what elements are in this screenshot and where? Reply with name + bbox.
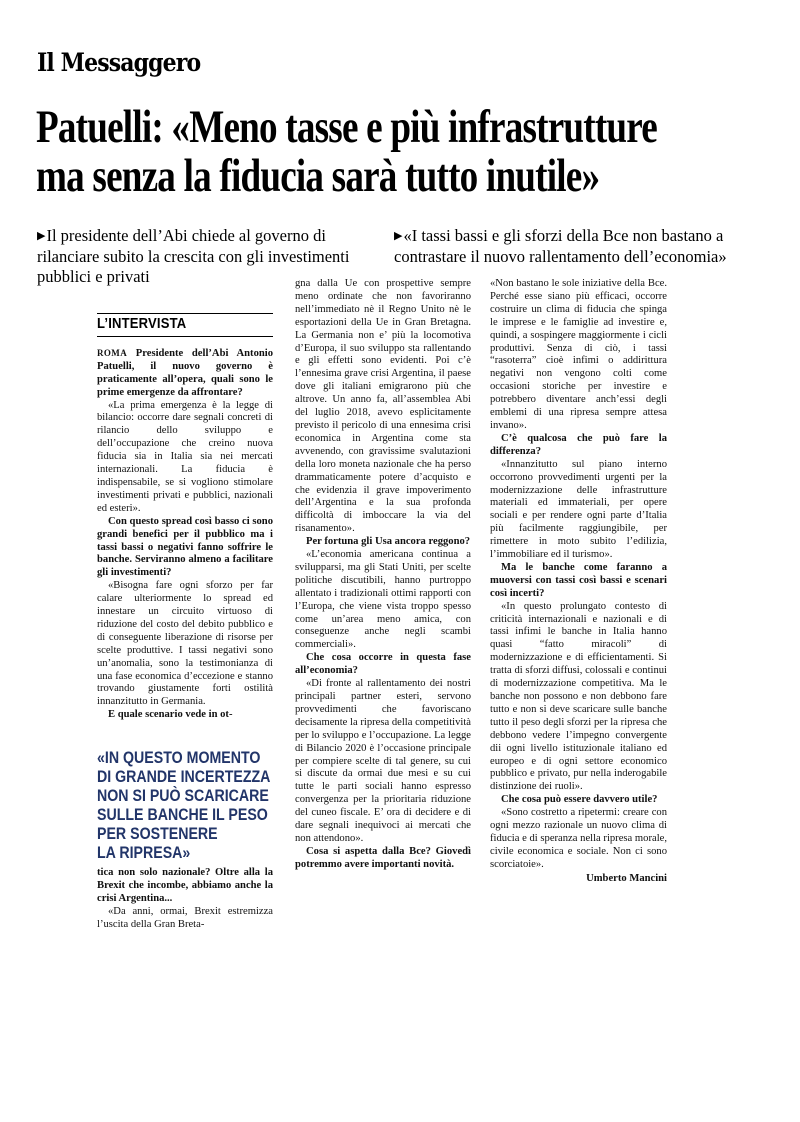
standfirst-left-text: Il presidente dell’Abi chiede al governo di rilanciare subito la crescita con gli investimenti pubblici e privati [37,226,350,286]
masthead-logo: Il Messaggero [37,48,201,77]
dateline: ROMA [97,347,128,358]
pull-quote-line: NON SI PUÒ SCARICARE [97,787,269,806]
standfirst-right-text: «I tassi bassi e gli sforzi della Bce non bastano a contrastare il nuovo rallentamento dell’economia» [394,226,727,266]
headline-line-2: ma senza la fiducia sarà tutto inutile» [36,150,600,202]
pull-quote-line: SULLE BANCHE IL PESO [97,806,268,825]
answer-paragraph: gna dalla Ue con prospettive sempre meno ordinate che non favoriranno nell’immediato nè il Regno Unito nè le esportazioni della Ue in Gran Bretagna. La Germania non e’ più la locomotiva d’Europa, il suo sviluppo sta rallentando e gli effetti sono evidenti. Poi c’è l’ennesima grave crisi Argentina, il paese dove gli italiani emigrarono più che altrove. Un anno fa, all’assemblea Abi del luglio 2018, avevo esplicitamente previsto il pericolo di una ennesima crisi economica in Argentina come sta avvenendo, con gravissime svalutazioni della loro moneta nazionale che ha perso drammaticamente potere d’acquisto e che evidenzia il grave impoverimento dell’Argentina e la sua profonda difficoltà di imboccare la via del risanamento». [295,278,471,535]
answer-paragraph: «Di fronte al rallentamento dei nostri principali partner esteri, servono provvedimenti che favoriscano decisamente la ripresa della competitività per lo sviluppo e l’occupazione. La legge di Bilancio 2020 è l’occasione principale per compiere scelte di tal genere, su cui si discute da ormai due mesi e su cui tutte le parti sociali hanno espresso convergenza per la prioritaria riduzione del cuneo fiscale. E’ ora di decidere e di dare segnali inequivoci ai mercati che non attendono». [295,678,471,844]
byline: Umberto Mancini [586,872,667,884]
article-column-3 [490,278,667,886]
section-label: L’INTERVISTA [97,316,187,332]
interview-question: Ma le banche come faranno a muoversi con tassi così bassi e scenari così incerti? [490,561,667,599]
headline-line-1: Patuelli: «Meno tasse e più infrastrutture [36,101,657,153]
answer-paragraph: «L’economia americana continua a svilupparsi, ma gli Stati Uniti, per scelte politiche discutibili, hanno purtroppo allentato i tradizionali ottimi rapporti con l’Europa, che viene vista troppo spesso come un’area meno amica, con conseguenze anche negli scambi commerciali». [295,549,471,651]
pull-quote-line: LA RIPRESA» [97,844,191,863]
answer-paragraph: «In questo prolungato contesto di criticità internazionali e nazionali e di tassi infimi le banche in Italia hanno quasi “fatto miracoli” di modernizzazione e di efficientamenti. Si tratta di sforzi diffusi, colossali e continui di modernizzazione competitiva. Ma le banche non possono e non debbono fare tutto e non si deve scaricare sulle banche tutto il peso degli sforzi per la ripresa che debbono vedere l’impegno convergente dii ogni livello istituzionale italiano ed europeo e di ogni settore economico pubblico e privato, pur nella inderogabile distinzione dei ruoli». [490,600,667,793]
answer-paragraph: «Da anni, ormai, Brexit estremizza l’uscita della Gran Breta- [97,905,273,930]
article-column-2 [295,278,471,872]
answer-paragraph: «Non bastano le sole iniziative della Bce. Perché esse siano più efficaci, occorre costruire un clima di fiducia che spinga le imprese e le famiglie ad investire e, quindi, a sospingere maggiormente i cicli produttivi. Senza di ciò, i tassi “rasoterra” cioè infimi o addirittura negativi non vengono colti come occasioni storiche per investire e potrebbero diventare anch’essi degli emblemi di una ripresa sempre attesa invano». [490,278,667,431]
article-headline [36,103,800,201]
lead-question-text: Presidente dell’Abi Antonio Patuelli, il nuovo governo è praticamente all’opera, quali sono le prime emergenze da affrontare? [97,347,273,398]
answer-paragraph: «Innanzitutto sul piano interno occorrono provvedimenti urgenti per la modernizzazione delle infrastrutture materiali ed immateriali, per opere sociali e per rendere ogni parte d’Italia più facilmente raggiungibile, per rimettere in moto subito l’edilizia, l’immobiliare ed il turismo». [490,458,667,561]
triangle-bullet-icon: ▶ [37,230,46,242]
pull-quote-line: «IN QUESTO MOMENTO [97,749,261,768]
interview-question: Cosa si aspetta dalla Bce? Giovedì potremmo avere importanti novità. [295,845,471,870]
lead-question [97,347,273,400]
answer-paragraph: «La prima emergenza è la legge di bilancio: occorre dare segnali concreti di rilancio dello sviluppo e dell’occupazione che creino nuova fiducia sia in Italia sia nei mercati internazionali. La fiducia è indispensabile, se si vogliono stimolare investimenti privati e pubblici, nazionali ed esteri». [97,399,273,514]
interview-question: C’è qualcosa che può fare la differenza? [490,432,667,457]
pull-quote-line: DI GRANDE INCERTEZZA [97,768,271,787]
section-label-box [97,313,273,337]
interview-question: Per fortuna gli Usa ancora reggono? [306,536,471,548]
answer-paragraph: «Sono costretto a ripetermi: creare con ogni mezzo razionale un nuovo clima di fiducia e di speranza nella ripresa morale, civile economica e sociale. Non ci sono scorciatoie». [490,807,667,870]
interview-question: Con questo spread così basso ci sono grandi benefici per il pubblico ma i tassi bassi o negativi fanno soffrire le banche. Serviranno almeno a facilitare gli investimenti? [97,515,273,579]
article-column-1 [97,313,273,932]
pull-quote-line: PER SOSTENERE [97,825,218,844]
interview-question: E quale scenario vede in ot- [108,709,233,721]
triangle-bullet-icon: ▶ [394,230,403,242]
answer-paragraph: «Bisogna fare ogni sforzo per far calare ulteriormente lo spread ed innestare un circuito virtuoso di riduzione del costo del debito pubblico e di conseguente liberazione di risorse per scelte produttive. I tassi negativi sono un’anomalia, sono la testimonianza di una fase economica d’eccezione e stanno trovando giustamente forti ostilità innanzitutto in Germania. [97,580,273,708]
pull-quote [97,749,273,863]
interview-question: Che cosa può essere davvero utile? [501,794,658,806]
standfirst-right [394,226,770,267]
interview-question: tica non solo nazionale? Oltre alla la Brexit che incombe, abbiamo anche la crisi Argentina... [97,867,273,904]
interview-question: Che cosa occorre in questa fase all’economia? [295,652,471,677]
